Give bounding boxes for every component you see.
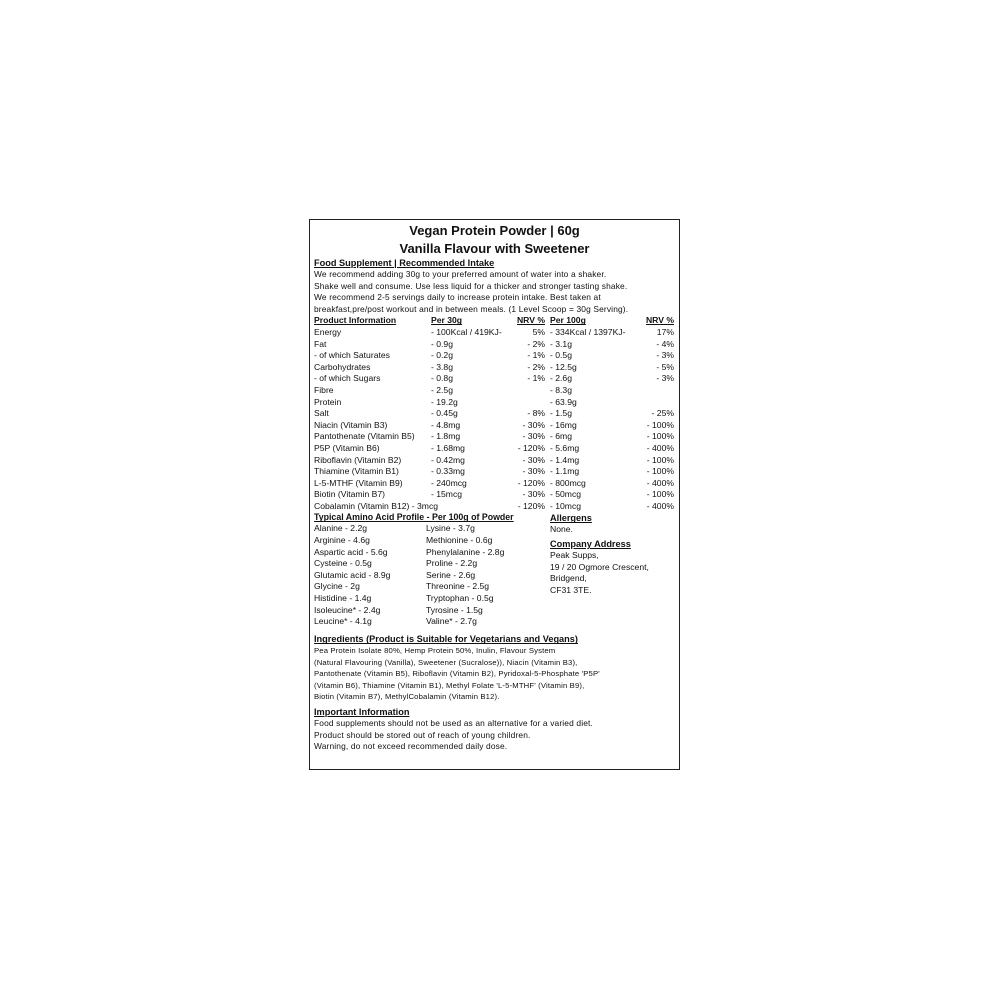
per-30g-value: - 240mcg — [431, 477, 467, 488]
amino-acid-left: Aspartic acid - 5.6g — [314, 546, 388, 557]
amino-acid-right: Proline - 2.2g — [426, 558, 478, 569]
per-100g-value: - 63.9g — [550, 396, 577, 407]
intake-line: We recommend 2-5 servings daily to increase protein intake. Best taken at — [314, 292, 601, 303]
amino-acid-left: Leucine* - 4.1g — [314, 616, 372, 627]
per-100g-value: - 3.1g — [550, 338, 572, 349]
allergens-company-column — [550, 512, 678, 596]
nutrient-name: Fibre — [314, 384, 334, 395]
nutrition-row — [314, 327, 675, 339]
nrv-30g-value: - 30% — [522, 431, 545, 442]
per-30g-value: - 0.9g — [431, 338, 453, 349]
per-100g-value: - 6mg — [550, 431, 572, 442]
intake-heading: Food Supplement | Recommended Intake — [314, 258, 495, 268]
amino-acid-right: Methionine - 0.6g — [426, 535, 493, 546]
ingredients-heading: Ingredients (Product is Suitable for Vegetarians and Vegans) — [314, 634, 578, 645]
per-30g-value: - 2.5g — [431, 384, 453, 395]
company-heading: Company Address — [550, 539, 631, 550]
per-30g-value: - 3.8g — [431, 361, 453, 372]
important-line: Food supplements should not be used as an alternative for a varied diet. — [314, 717, 593, 728]
nrv-30g-value: - 120% — [517, 500, 545, 511]
nutrition-row — [314, 408, 675, 420]
nrv-30g-value: - 8% — [527, 408, 545, 419]
nutrition-row — [314, 420, 675, 432]
nutrition-row — [314, 373, 675, 385]
nutrient-name: Niacin (Vitamin B3) — [314, 419, 388, 430]
nrv-100g-value: - 100% — [646, 431, 674, 442]
ingredients-line: Pea Protein Isolate 80%, Hemp Protein 50%, Inulin, Flavour System — [314, 646, 556, 656]
per-100g-value: - 1.4mg — [550, 454, 580, 465]
intake-section — [314, 258, 675, 315]
nutrition-rows — [314, 327, 675, 513]
header-nrv-30g: NRV % — [516, 315, 545, 326]
company-line: CF31 3TE. — [550, 584, 592, 595]
per-100g-value: - 800mcg — [550, 477, 586, 488]
per-100g-value: - 50mcg — [550, 489, 582, 500]
amino-heading: Typical Amino Acid Profile - Per 100g of Powder — [314, 512, 514, 523]
per-100g-value: - 1.1mg — [550, 466, 580, 477]
per-100g-value: - 12.5g — [550, 361, 577, 372]
important-section — [314, 707, 675, 753]
amino-acid-right: Valine* - 2.7g — [426, 616, 477, 627]
amino-and-info-section — [314, 512, 675, 634]
per-30g-value: - 1.68mg — [431, 442, 465, 453]
amino-row — [314, 558, 546, 570]
per-30g-value: - 0.45g — [431, 408, 458, 419]
nutrition-row — [314, 385, 675, 397]
nutrition-row — [314, 362, 675, 374]
nutrient-name: Pantothenate (Vitamin B5) — [314, 431, 415, 442]
nutrient-name: Fat — [314, 338, 327, 349]
amino-rows — [314, 523, 546, 627]
nutrient-name: Riboflavin (Vitamin B2) — [314, 454, 402, 465]
nutrition-row — [314, 489, 675, 501]
amino-row — [314, 616, 546, 628]
ingredients-section — [314, 634, 675, 703]
amino-acid-left: Arginine - 4.6g — [314, 535, 370, 546]
company-line: Bridgend, — [550, 573, 587, 584]
amino-acid-left: Alanine - 2.2g — [314, 523, 368, 534]
nrv-30g-value: - 2% — [527, 338, 545, 349]
per-100g-value: - 2.6g — [550, 373, 572, 384]
header-per-100g: Per 100g — [550, 315, 586, 326]
intake-line: Shake well and consume. Use less liquid for a thicker and stronger tasting shake. — [314, 280, 628, 291]
ingredients-line: Biotin (Vitamin B7), MethylCobalamin (Vitamin B12). — [314, 692, 500, 702]
nutrition-row — [314, 350, 675, 362]
per-30g-value: - 1.8mg — [431, 431, 461, 442]
per-100g-value: - 1.5g — [550, 408, 572, 419]
ingredients-line: (Natural Flavouring (Vanilla), Sweetener (Sucralose)), Niacin (Vitamin B3), — [314, 657, 578, 667]
ingredients-line: (Vitamin B6), Thiamine (Vitamin B1), Methyl Folate 'L-5-MTHF' (Vitamin B9), — [314, 680, 585, 690]
amino-row — [314, 570, 546, 582]
important-line: Product should be stored out of reach of young children. — [314, 729, 531, 740]
nutrient-name: - of which Sugars — [314, 373, 381, 384]
amino-row — [314, 535, 546, 547]
per-30g-value: - 0.42mg — [431, 454, 465, 465]
company-line: Peak Supps, — [550, 550, 599, 561]
amino-row — [314, 593, 546, 605]
per-100g-value: - 8.3g — [550, 384, 572, 395]
amino-acid-right: Threonine - 2.5g — [426, 581, 490, 592]
amino-row — [314, 605, 546, 617]
nrv-100g-value: - 100% — [646, 466, 674, 477]
amino-row — [314, 581, 546, 593]
allergens-heading: Allergens — [550, 513, 592, 524]
nutrient-name: Carbohydrates — [314, 361, 371, 372]
per-100g-value: - 5.6mg — [550, 442, 580, 453]
nutrient-name: Biotin (Vitamin B7) — [314, 489, 386, 500]
nutrition-row — [314, 455, 675, 467]
nutrient-name: Salt — [314, 408, 329, 419]
nrv-30g-value: - 120% — [517, 477, 545, 488]
product-label — [309, 219, 680, 770]
intake-line: breakfast,pre/post workout and in between meals. (1 Level Scoop = 30g Serving). — [314, 303, 629, 314]
per-100g-value: - 10mcg — [550, 500, 582, 511]
nutrition-row — [314, 431, 675, 443]
per-30g-value: - 0.2g — [431, 350, 453, 361]
nrv-100g-value: - 4% — [656, 338, 674, 349]
per-100g-value: - 16mg — [550, 419, 577, 430]
amino-row — [314, 547, 546, 559]
nrv-100g-value: - 100% — [646, 454, 674, 465]
nutrient-name: Thiamine (Vitamin B1) — [314, 466, 399, 477]
important-line: Warning, do not exceed recommended daily dose. — [314, 741, 508, 752]
amino-row — [314, 523, 546, 535]
nrv-100g-value: - 100% — [646, 489, 674, 500]
product-title: Vegan Protein Powder | 60g — [409, 223, 580, 238]
amino-acid-left: Isoleucine* - 2.4g — [314, 604, 381, 615]
product-subtitle: Vanilla Flavour with Sweetener — [399, 241, 590, 256]
nrv-100g-value: - 5% — [656, 361, 674, 372]
nutrition-row — [314, 397, 675, 409]
per-30g-value: - 100Kcal / 419KJ- — [431, 326, 502, 337]
nrv-100g-value: - 3% — [656, 373, 674, 384]
nutrient-name: P5P (Vitamin B6) — [314, 442, 380, 453]
amino-acid-right: Tyrosine - 1.5g — [426, 604, 483, 615]
nrv-100g-value: - 400% — [646, 500, 674, 511]
allergens-text: None. — [550, 524, 573, 535]
nrv-100g-value: - 25% — [651, 408, 674, 419]
nrv-100g-value: - 400% — [646, 442, 674, 453]
amino-acid-left: Glutamic acid - 8.9g — [314, 569, 391, 580]
header-product-information: Product Information — [314, 315, 397, 326]
nrv-100g-value: - 400% — [646, 477, 674, 488]
header-per-30g: Per 30g — [431, 315, 463, 326]
nutrition-row — [314, 501, 675, 513]
amino-acid-right: Serine - 2.6g — [426, 569, 476, 580]
nrv-30g-value: 5% — [532, 326, 545, 337]
per-100g-value: - 334Kcal / 1397KJ- — [550, 326, 626, 337]
amino-acid-profile — [314, 512, 546, 627]
amino-acid-right: Tryptophan - 0.5g — [426, 593, 494, 604]
per-30g-value: - 4.8mg — [431, 419, 461, 430]
intake-line: We recommend adding 30g to your preferred amount of water into a shaker. — [314, 269, 607, 279]
nutrition-row — [314, 339, 675, 351]
amino-acid-left: Glycine - 2g — [314, 581, 360, 592]
amino-acid-right: Lysine - 3.7g — [426, 523, 475, 534]
nrv-100g-value: - 3% — [656, 350, 674, 361]
important-heading: Important Information — [314, 706, 410, 717]
per-100g-value: - 0.5g — [550, 350, 572, 361]
nutrition-header-row — [314, 315, 675, 327]
nutrition-row — [314, 478, 675, 490]
nrv-100g-value: - 100% — [646, 419, 674, 430]
nrv-30g-value: - 120% — [517, 442, 545, 453]
header-nrv-100g: NRV % — [645, 315, 674, 326]
per-30g-value: - 15mcg — [431, 489, 463, 500]
nrv-30g-value: - 1% — [527, 350, 545, 361]
company-line: 19 / 20 Ogmore Crescent, — [550, 561, 649, 572]
nrv-30g-value: - 30% — [522, 489, 545, 500]
nrv-30g-value: - 1% — [527, 373, 545, 384]
amino-acid-right: Phenylalanine - 2.8g — [426, 546, 505, 557]
nrv-100g-value: 17% — [656, 326, 674, 337]
nutrient-name: Energy — [314, 326, 342, 337]
amino-acid-left: Cysteine - 0.5g — [314, 558, 372, 569]
nutrition-table — [314, 315, 675, 512]
nutrition-row — [314, 443, 675, 455]
per-30g-value: - 19.2g — [431, 396, 458, 407]
amino-acid-left: Histidine - 1.4g — [314, 593, 372, 604]
nutrient-name: - of which Saturates — [314, 350, 390, 361]
nutrient-name: Protein — [314, 396, 342, 407]
nutrition-row — [314, 466, 675, 478]
nrv-30g-value: - 2% — [527, 361, 545, 372]
per-30g-value: - 0.33mg — [431, 466, 465, 477]
per-30g-value: - 0.8g — [431, 373, 453, 384]
nrv-30g-value: - 30% — [522, 454, 545, 465]
nrv-30g-value: - 30% — [522, 466, 545, 477]
nutrient-name: Cobalamin (Vitamin B12) - 3mcg — [314, 500, 439, 511]
ingredients-line: Pantothenate (Vitamin B5), Riboflavin (Vitamin B2), Pyridoxal-5-Phosphate 'P5P' — [314, 669, 600, 679]
nutrient-name: L-5-MTHF (Vitamin B9) — [314, 477, 403, 488]
nrv-30g-value: - 30% — [522, 419, 545, 430]
